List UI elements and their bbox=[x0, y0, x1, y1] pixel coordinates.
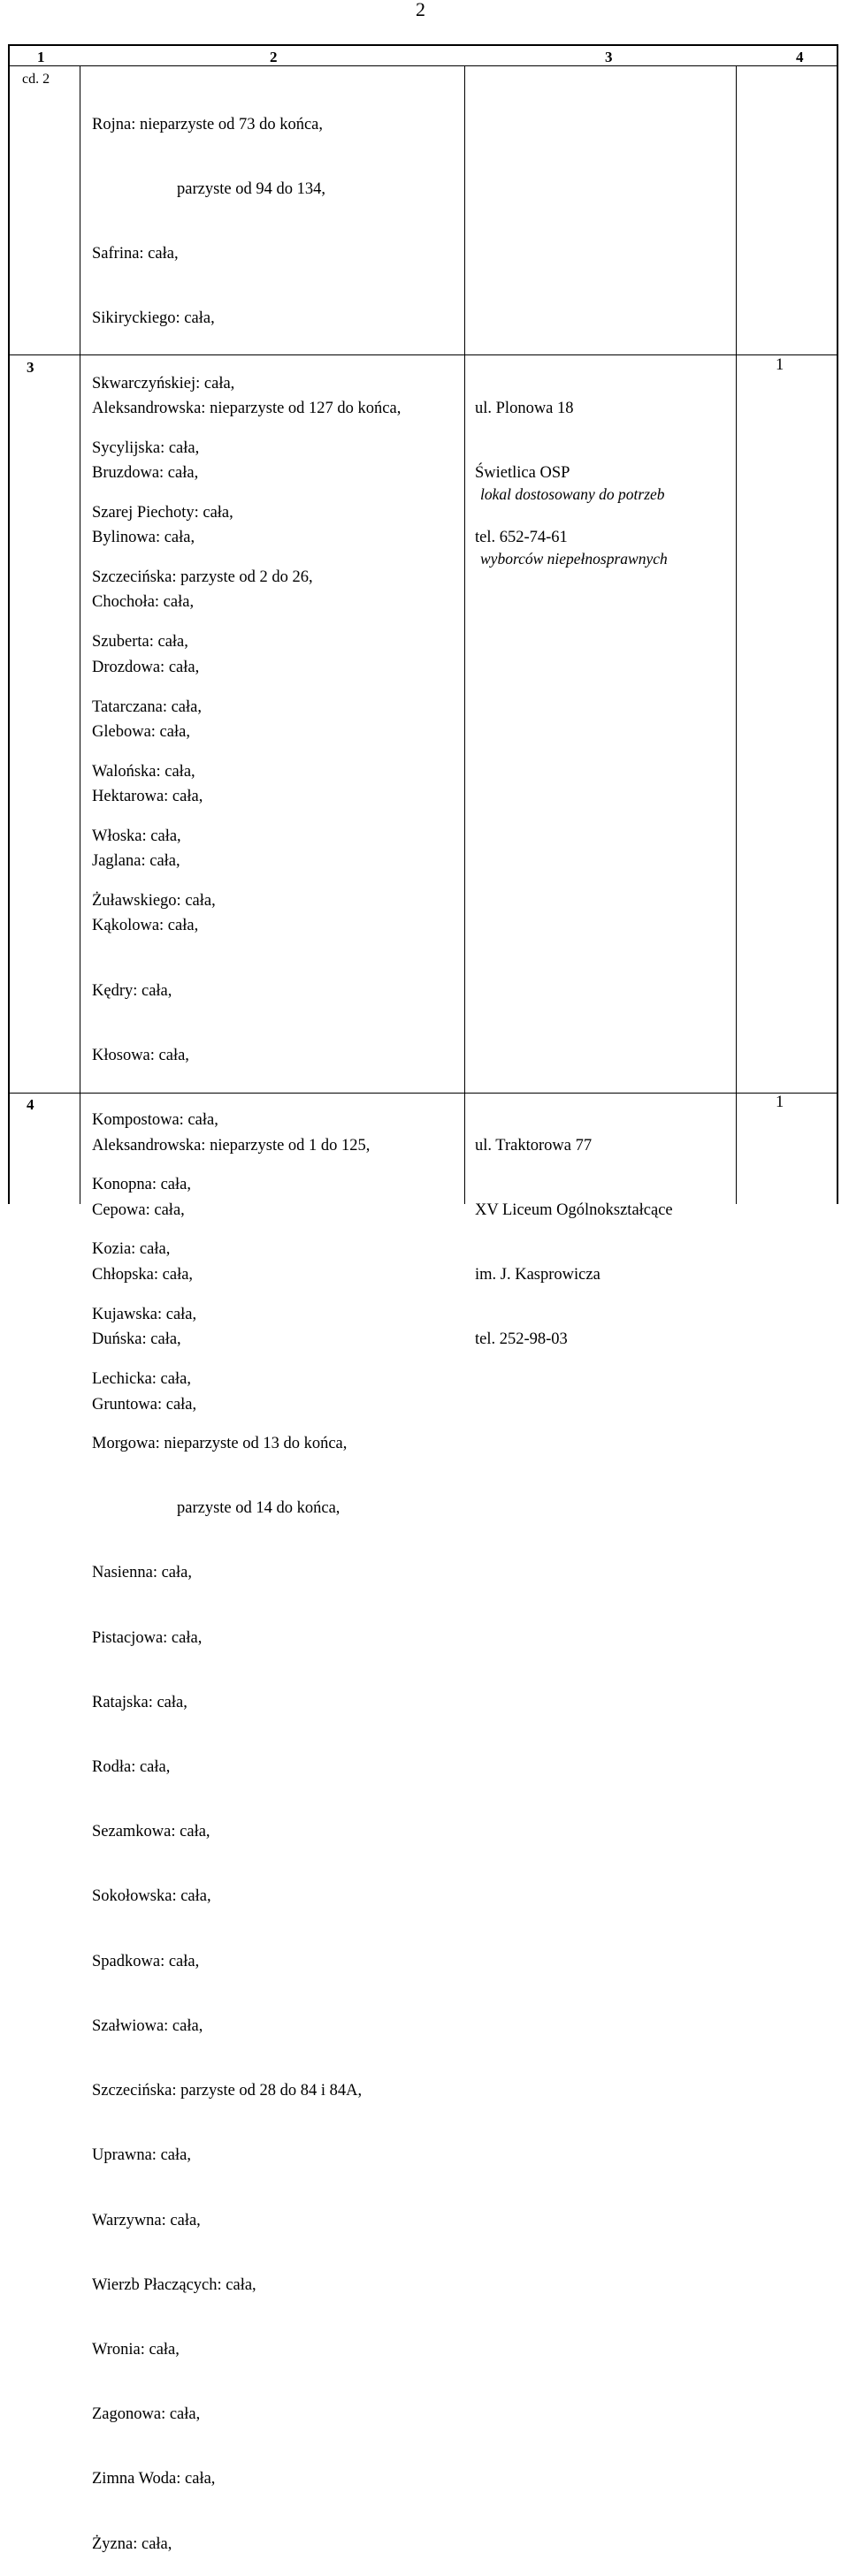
street-entry: Skwarczyńskiej: cała, bbox=[92, 374, 235, 392]
accessibility-note-line: wyborców niepełnosprawnych bbox=[480, 550, 668, 568]
street-entry: Wierzb Płaczących: cała, bbox=[92, 2275, 256, 2294]
header-col-1: 1 bbox=[37, 49, 45, 65]
street-entry: Sikiryckiego: cała, bbox=[92, 309, 215, 328]
street-entry: Aleksandrowska: nieparzyste od 1 do 125, bbox=[92, 1136, 371, 1155]
location-address: ul. Plonowa 18 bbox=[475, 399, 574, 417]
street-entry: Glebowa: cała, bbox=[92, 722, 190, 741]
street-entry: Żyzna: cała, bbox=[92, 2534, 172, 2553]
street-entry: Ratajska: cała, bbox=[92, 1693, 187, 1711]
location-name: Świetlica OSP bbox=[475, 464, 570, 483]
street-entry: Sokołowska: cała, bbox=[92, 1887, 211, 1906]
accessibility-note-line: lokal dostosowany do potrzeb bbox=[480, 484, 665, 503]
street-entry: parzyste od 14 do końca, bbox=[177, 1499, 340, 1518]
street-entry: Jaglana: cała, bbox=[92, 852, 180, 871]
location-phone: tel. 652-74-61 bbox=[475, 529, 568, 547]
street-entry: Pistacjowa: cała, bbox=[92, 1628, 203, 1647]
location-address: ul. Traktorowa 77 bbox=[475, 1136, 593, 1155]
street-entry: Kompostowa: cała, bbox=[92, 1111, 218, 1130]
street-entry: Cepowa: cała, bbox=[92, 1201, 185, 1220]
location-name: im. J. Kasprowicza bbox=[475, 1266, 600, 1284]
street-entry: Morgowa: nieparzyste od 13 do końca, bbox=[92, 1435, 348, 1453]
street-entry: Szczecińska: parzyste od 28 do 84 i 84A, bbox=[92, 2082, 363, 2100]
street-entry: Aleksandrowska: nieparzyste od 127 do końca, bbox=[92, 399, 402, 417]
street-list bbox=[92, 354, 401, 2576]
street-entry: Bruzdowa: cała, bbox=[92, 464, 199, 483]
row-number: 4 bbox=[27, 1096, 34, 1113]
header-col-4: 4 bbox=[796, 49, 804, 65]
street-entry: Nasienna: cała, bbox=[92, 1564, 192, 1582]
street-entry: Walońska: cała, bbox=[92, 762, 195, 781]
street-entry: Kąkolowa: cała, bbox=[92, 917, 199, 935]
row-number: cd. 2 bbox=[22, 72, 50, 87]
street-entry: Chochoła: cała, bbox=[92, 593, 195, 612]
street-entry: Chłopska: cała, bbox=[92, 1266, 194, 1284]
page-number: 2 bbox=[416, 0, 425, 20]
street-entry: Kozia: cała, bbox=[92, 1240, 171, 1259]
district-count: 1 bbox=[776, 356, 784, 374]
street-entry: Rodła: cała, bbox=[92, 1758, 171, 1777]
street-entry: Kłosowa: cała, bbox=[92, 1046, 189, 1064]
street-entry: Gruntowa: cała, bbox=[92, 1395, 197, 1414]
street-entry: Drozdowa: cała, bbox=[92, 658, 200, 676]
street-entry: Sycylijska: cała, bbox=[92, 438, 200, 457]
street-entry: Kędry: cała, bbox=[92, 981, 172, 1000]
header-divider bbox=[8, 65, 838, 66]
street-entry: Warzywna: cała, bbox=[92, 2211, 201, 2229]
header-col-3: 3 bbox=[605, 49, 613, 65]
street-entry: Szczecińska: parzyste od 2 do 26, bbox=[92, 568, 313, 587]
street-entry: Tatarczana: cała, bbox=[92, 697, 202, 716]
street-entry: Szuberta: cała, bbox=[92, 633, 188, 652]
street-entry: Szałwiowa: cała, bbox=[92, 2016, 203, 2035]
street-entry: Lechicka: cała, bbox=[92, 1369, 191, 1388]
street-entry: Szarej Piechoty: cała, bbox=[92, 504, 233, 522]
column-divider bbox=[736, 65, 737, 1204]
column-divider bbox=[464, 65, 465, 1204]
street-entry: Spadkowa: cała, bbox=[92, 1952, 200, 1970]
street-entry: Włoska: cała, bbox=[92, 827, 181, 846]
street-entry: Konopna: cała, bbox=[92, 1176, 191, 1194]
polling-location bbox=[475, 1092, 673, 1372]
street-entry: Bylinowa: cała, bbox=[92, 529, 195, 547]
district-count: 1 bbox=[776, 1094, 784, 1111]
street-entry: Uprawna: cała, bbox=[92, 2146, 191, 2165]
accessibility-note bbox=[480, 440, 668, 591]
street-entry: Żuławskiego: cała, bbox=[92, 892, 216, 911]
header-col-2: 2 bbox=[270, 49, 278, 65]
street-entry: Wronia: cała, bbox=[92, 2340, 180, 2359]
street-entry: Kujawska: cała, bbox=[92, 1305, 197, 1323]
street-entry: Sezamkowa: cała, bbox=[92, 1823, 210, 1841]
row-number: 3 bbox=[27, 359, 34, 376]
street-entry: Safrina: cała, bbox=[92, 245, 179, 263]
street-entry: Rojna: nieparzyste od 73 do końca, bbox=[92, 115, 323, 133]
location-name: XV Liceum Ogólnokształcące bbox=[475, 1201, 673, 1220]
street-entry: Duńska: cała, bbox=[92, 1330, 181, 1349]
location-phone: tel. 252-98-03 bbox=[475, 1330, 568, 1349]
street-entry: Zagonowa: cała, bbox=[92, 2405, 201, 2424]
street-list bbox=[92, 1092, 370, 1437]
street-entry: parzyste od 94 do 134, bbox=[177, 180, 326, 199]
street-entry: Hektarowa: cała, bbox=[92, 788, 203, 806]
street-entry: Zimna Woda: cała, bbox=[92, 2470, 216, 2488]
